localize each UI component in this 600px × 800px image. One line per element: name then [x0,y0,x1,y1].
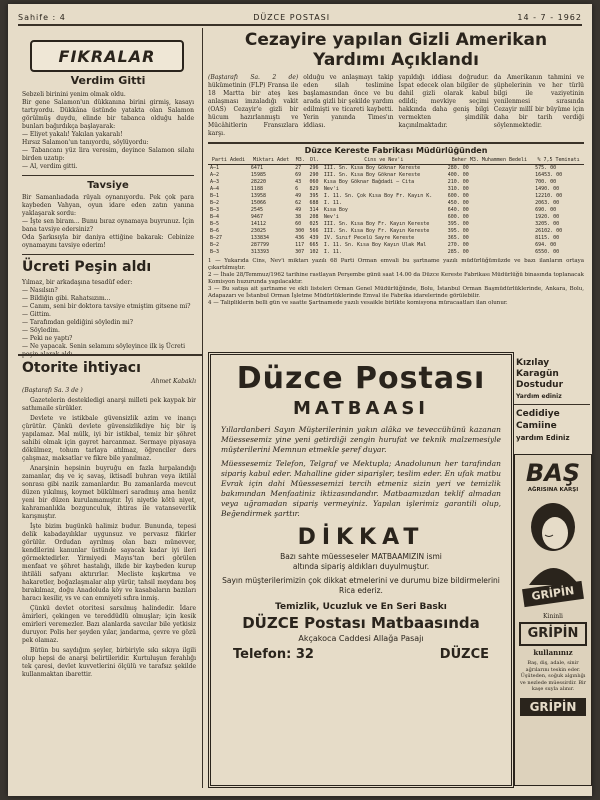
table-cell: 025 [309,221,319,227]
table-cell: 9467 [250,214,263,220]
table-cell: 060 [309,179,319,185]
table-cell: 15985 [250,172,266,178]
table-cell-value: 310. [447,186,460,192]
verdim-text [22,91,194,171]
otorite-title: Otorite ihtiyacı [22,360,141,376]
table-cell: B—2 [210,200,220,206]
paper-name: DÜZCE POSTASI [253,12,331,22]
verdim-line: — Eliyet yakalı! Yakılan yakaralı! [22,131,123,138]
table-cell: I. 11. Sn. Kısa Boy Kayın Ulak Mal [323,242,427,248]
table-cell: 14112 [250,221,266,227]
table-cell [446,221,533,228]
tavsiye-text [22,194,194,250]
kereste-notes [208,258,584,307]
phone-label: Telefon: [233,647,292,662]
tavsiye-line: Oda Şarkısıyla bir daniya ettiğine bakarak: Cebinize oynamayını tavsiye ederim! [22,234,194,249]
cezayir-col [208,74,298,138]
table-cell-value: 00 [462,235,469,241]
table-cell: 395 [309,193,319,199]
dikkat-line: Bazı sahte müesseseler MATBAAMIZIN ismi [280,552,442,561]
otorite-author: Ahmet Kabaklı [151,378,196,385]
kizilay-line: Karagün [516,369,559,379]
kizilay-line: Yardım ediniz [516,393,562,400]
table-cell [446,228,533,235]
dikkat-request: Sayın müşterilerimizin çok dikkat etmelerini ve durumu bize bildirmelerini Rica ederiz. [222,576,500,595]
table-cell: B—3 [210,207,220,213]
table-cell-value: 395. [447,221,460,227]
table-cell-value: 00 [462,214,469,220]
table-cell: 313393 [250,249,269,255]
table-cell-value: 400. [447,172,460,178]
kereste-notice [208,142,584,350]
table-cell [446,242,533,249]
table-cell: B—1 [210,193,220,199]
verdim-line: Sebzeli birinini yenim olmak oldu. [22,91,126,98]
table-cell: 49 [295,207,302,213]
table-cell: 6 [295,186,299,192]
table-cell: 102 [309,249,319,255]
table-cell: 296 [309,165,319,171]
table-cell: 27 [295,165,302,171]
table-cell: 287799 [250,242,269,248]
table-cell: 700. 00 [535,179,557,185]
table-header-row [208,157,584,165]
fikralar-title: FIKRALAR [58,46,156,66]
matbaa-slogan: Temizlik, Ucuzluk ve En Seri Baskı [275,602,447,612]
table-cell: Nev'i [323,186,339,192]
table-cell-value: 00 [462,242,469,248]
column-header: Miktarı Adet [249,157,293,165]
table-cell-value: 00 [462,207,469,213]
matbaa-address: Akçakoca Caddesi Allağa Pasajı [298,634,424,643]
table-cell: A—1 [210,165,220,171]
column-header: Parti Adedi [208,157,249,165]
table-cell: 208 [309,214,319,220]
table-cell: 314 [309,207,319,213]
cedidiye-ad [516,408,588,444]
table-cell: 290 [309,172,319,178]
table-cell: I. 11. [323,249,342,255]
cezayir-col: da Amerikanın tahmini ve şüphelerinin ve her türlü bilgi ile vaziyetinin yenilenmesi sırasında Cezayir millî bir büyüme için daha bir tarih verdiği söylenmektedir. [493,74,584,129]
otorite-paragraph: Devlete ve istikbale güvensizlik azim ve inançı çürütür. Çünkü devlete güvensizlikdiye hiç bir iş yapılamaz. Mal mülk, iyi bir istikbal, temiz bir şöhret sahibi olmak için gayret harcanmaz. Sermaye piyasaya dökülmez, tohum tarlaya atılmaz, öğrenciler ders çalışmaz, maksatlar ve fikre bile yanılmaz. [22,415,196,462]
gripin-bas: BAŞ [525,459,581,487]
column-header: % 7,5 Teminatı [533,157,584,165]
gripin-brand: GRİPİN [519,622,587,646]
cezayir-col: olduğu ve anlaşmayı takip eden silah teslimine başlamasından önce ve bu arada gizli bir şekilde yardım edilmişti ve ticareti kaybetti. Yerin yanında Times'ın iddiası. [303,74,394,129]
issue-date: 14 - 7 - 1962 [517,12,582,22]
gripin-ad [514,454,592,786]
column-rule [202,28,203,788]
table-row [208,186,584,193]
table-cell-value: 00 [462,165,469,171]
table-cell-value: 00 [462,172,469,178]
table-cell: A—3 [210,179,220,185]
table-cell: 2063. 00 [535,200,560,206]
table-cell-value: 270. [447,242,460,248]
table-cell [446,235,533,242]
table-cell: 1490. 00 [535,186,560,192]
cezayir-columns [208,74,584,138]
table-cell-value: 600. [447,214,460,220]
table-cell-value: 210. [447,179,460,185]
table-cell: 439 [309,235,319,241]
table-cell: B—3 [210,249,220,255]
table-cell: 8115. 00 [535,235,560,241]
divider [22,175,194,176]
table-cell: 566 [309,228,319,234]
cedidiye-line: yardım Ediniz [516,434,570,442]
table-row [208,179,584,186]
verdim-line: — Al, verdim gitti. [22,163,78,170]
gripin-kininli: Kininli [543,613,563,620]
table-cell: A—2 [210,172,220,178]
otorite-paragraph: Gazetelerin destekledigi anarşi milleti pek kaypak bir sathımaile sürükler. [22,397,196,412]
fikralar-box [30,40,184,72]
cedidiye-line: Cedidiye [516,409,560,419]
table-cell: 1920. 00 [535,214,560,220]
verdim-title: Verdim Gitti [70,74,146,87]
table-cell: 3205. 00 [535,221,560,227]
table-cell: 575. 00 [535,165,557,171]
table-row [208,249,584,256]
table-cell-value: 00 [462,193,469,199]
kereste-note: 2 — İhale 28/Temmuz/1962 tarihine rastlayan Perşembe günü saat 14.00 da Düzce Kereste Fabrikası Müdürlüğü binasında toplanacak Komisyon huzurunda yapılacaktır. [208,272,584,285]
ucret-title: Ücreti Peşin aldı [22,259,152,275]
table-cell-value: 640. [447,207,460,213]
matbaa-ad [208,352,514,788]
table-cell: 12210. 00 [535,193,563,199]
table-row [208,172,584,179]
table-cell: 43 [295,179,302,185]
ucret-line: — Peki ne yaptı? [22,335,73,342]
table-cell-value: 00 [462,200,469,206]
table-cell: 15066 [250,200,266,206]
gripin-kullan: kullanınız [533,648,573,657]
table-cell: IV. Sınıf Pecelü Sayre Kereste [323,235,415,241]
table-cell-value: 00 [462,249,469,255]
table-cell [446,207,533,214]
table-cell: III. Sn. Kısa Boy Fr. Kayın Kereste [323,221,430,227]
dikkat-heading: DİKKAT [297,525,425,550]
table-cell: 69 [295,172,302,178]
table-cell [446,179,533,186]
verdim-line: Hırsız Salamon'un tanıyordu, söylüyordu: [22,139,149,146]
table-cell: 26102. 00 [535,228,563,234]
table-cell: 38 [295,214,302,220]
table-cell-value: 285. [447,249,460,255]
kizilay-line: Kızılay [516,358,550,368]
table-cell-value: 00 [462,228,469,234]
column-header: M3. [293,157,307,165]
ucret-line: — Canım, seni bir doktora tavsiye etmiştim gitsene mi? [22,303,191,310]
table-row [208,200,584,207]
table-cell [446,193,533,200]
page-number: Sahife : 4 [18,12,66,22]
newspaper-page [8,4,592,796]
table-cell-value: 600. [447,193,460,199]
table-cell [446,200,533,207]
cezayir-title-1: Cezayire yapılan Gizli Amerikan [244,30,548,50]
table-row [208,207,584,214]
kereste-title: Düzce Kereste Fabrikası Müdürlüğünden [304,146,488,155]
table-cell: 13958 [250,193,266,199]
ucret-line: — Nasılsın? [22,287,58,294]
page-header [18,10,582,26]
divider [514,404,590,405]
kereste-note: 1 — Yukarıda Cins, Nev'i miktarı yazılı 68 Parti Orman emvali bu şartname yazılı müdürlüğümüzde ve bazı ilanların ortaya çıkartılmıştır. [208,258,584,271]
ucret-line: — Tarafımdan geldiğini söyledin mi? [22,319,133,326]
table-cell: 23025 [250,228,266,234]
table-cell-value: 00 [462,221,469,227]
column-header: Beher M3. Muhammen Bedeli [446,157,533,165]
gripin-agri: AĞRISINA KARŞI [527,487,579,493]
table-cell: 1188 [250,186,263,192]
dikkat-text [211,552,511,572]
kereste-note: 4 — Talipliklerin belli gün ve saatte Şartnamede yazılı vesaikle birlikte komisyona müracaatları ilan olunur. [208,300,508,306]
table-cell [446,249,533,256]
table-cell: Kısa Boy [323,207,348,213]
table-cell: 690. 00 [535,207,557,213]
table-cell: B—5 [210,221,220,227]
cezayir-article [208,30,584,138]
table-cell: Nev'i [323,214,339,220]
table-cell [446,214,533,221]
section-divider [18,354,202,356]
table-cell-value: 365. [447,235,460,241]
table-cell: 28220 [250,179,266,185]
table-cell: 436 [295,235,305,241]
table-cell [446,165,533,173]
ucret-line: Yılmaz, bir arkadaşına tesadüf eder: [22,279,133,286]
table-cell: 60 [295,221,302,227]
table-cell-value: 00 [462,186,469,192]
gripin-info: Baş, diş, adale, sinir ağrılarını teskin eder. Üşüteden, soğuk algınlığı ve nezlede müessirdir. Bir kaşe suyla alınır. [519,660,587,692]
kizilay-line: Dostudur [516,380,564,390]
matbaa-contact [211,643,511,662]
cezayir-lead: (Baştarafı Sa. 2 de) [208,74,299,81]
city-name: DÜZCE [439,647,489,662]
column-header: Cins ve Nev'i [322,157,446,165]
ucret-line: — Gittim. [22,311,51,318]
ucret-line: — Bildiğin gibi. Rahatsızım... [22,295,111,302]
table-cell: 694. 00 [535,242,557,248]
gripin-pack: GRİPİN [522,581,584,607]
table-cell: 117 [295,242,305,248]
kereste-note: 3 — Bu satışa ait şartname ve ekli listeleri Orman Genel Müdürlüğünde, Bolu, İstanbul Orman Başmüdürlüklerinde, Ankara, Bolu, Adapazarı ve İstanbul Orman İşletme Müdürlüklerinde Emval ile Fabrika idarelerinde görülebilir. [208,286,584,299]
table-cell: 307 [295,249,305,255]
table-cell-value: 395. [447,228,460,234]
table-cell: B—6 [210,228,220,234]
table-row [208,242,584,249]
kereste-table [208,157,584,256]
fikralar-column [22,72,194,359]
table-cell: III. Sn. Kısa Boy Göknar Kereste [323,172,421,178]
otorite-paragraph: İşte bizim bugünkü halimiz budur. Bununda, tepesi delik kabadayılıklar uygunsuz ve pervasız fikirler görülür. Ordudan ayrılmış olan bazı münevver, kendilerini kanunlar üstünde sayacak kadar iyi ileri görmektedirler. Yirmiyedi Mayıs'tan beri görülen menfaat ve şöhret hastalığı, ilkde bir kaybeden kurup ihtilâli safyanı aktırırlar. Mecliste kışkırtma ve hakaretler, boğazlaşmalar alıp yürür, tahsil meydanı boş bırakılmaz, doğu Anadoluda köy ve kasabaların bazıları haracı kesilir, vs ve can emniyeti sıfıra inmiş. [22,523,196,602]
table-cell: I. 11. Sn. Çok Kısa Boy Fr. Kayın K. [323,193,433,199]
table-cell-value: 450. [447,200,460,206]
table-cell: B—27 [210,235,223,241]
table-row [208,228,584,235]
matbaa-subtitle: MATBAASI [293,398,429,419]
table-row [208,235,584,242]
table-cell: III. Sn. Kısa Boy Göknar Kereste [323,165,421,171]
table-cell [446,172,533,179]
table-cell-value: 00 [462,179,469,185]
otorite-paragraph: Bütün bu saydığım şeyler, birbiriyle sıkı sıkıya ilgili olup hepsi de anarşi belirtileridir. Kurtuluşun ferahlığı tek çaresi, devlet kuvvetlerini ölçülü ve tarafsız şekilde kullanmaktan ibarettir. [22,647,196,678]
matbaa-title: Düzce Postası [236,361,486,396]
table-cell: 829 [309,186,319,192]
phone-number: 32 [295,647,314,662]
table-cell: 300 [295,228,305,234]
otorite-lead: (Baştarafı Sa. 3 de ) [22,387,83,394]
table-cell: B—4 [210,214,220,220]
table-cell: 62 [295,200,302,206]
table-cell: 16453. 00 [535,172,563,178]
table-cell: Kısa Boy Göknar Bağdadi — Cita [323,179,415,185]
table-row [208,214,584,221]
otorite-paragraph: Çünkü devlet otoritesi sarsılmış halindedir. İdare âmirleri, çekingen ve tereddüdlü olmuşlar; için kesik emirleri veremezler. Bazı alanlarda savcılar bile yetkisiz duruyor. Polis her şeyden yılar, jandarma, çevre ve gözü pek olamaz. [22,605,196,644]
column-header: Dl. [308,157,322,165]
cezayir-col: yapıldığı iddiası doğrudur. İspat edecek olan bilgiler de dahil gizli olarak kabul edildi; mevkiye seçimi hakkında daha geniş bilgi vermekten şimdilik kaçınılmaktadır. [398,74,489,129]
cedidiye-line: Camiine [516,421,557,431]
table-cell: I. 11. [323,200,342,206]
table-cell: 49 [295,193,302,199]
table-cell [446,186,533,193]
woman-illustration [515,495,591,585]
ucret-line: — Ne yapacak. Senin selamını söyleyince ilk iş Ücreti [22,343,186,350]
kizilay-ad [516,358,588,400]
tavsiye-line: — İşte sen biram... Bunu bıraz oynamaya buyrunuz. İçin bana tavsiye edersiniz? [22,218,194,233]
kereste-table-body [208,165,584,257]
otorite-paragraph: Anarşinin hepsinin buyruğu en fazla hırpalandığı zamanlar, dış ve iç savaş, iktisadî buhran veya iktilâl sonrası gibi nazik zamanlardır. Bu zamanlarda mevcut düzen yıkılmış, koymet bükülmeri saradmış ama henüz yeni bir düzen kurulamamıştır. İyi niyetle kötü niyet, kahramanlıkla bozgunculuk, ihtiras ile vatanseverlik karışmıştır. [22,465,196,520]
cezayir-title-2: Yardımı Açıklandı [313,50,479,70]
table-cell: 2545 [250,207,263,213]
table-cell-value: 280. [447,165,460,171]
divider [22,254,194,255]
matbaa-body-2: Müessesemiz Telefon, Telgraf ve Mektupla; Anadolunun her tarafından sipariş kabul eder. Mahalline gider siparişler, teslim eder. En ufak matbu Evrak için dahi Müessesemizi tercih etmeniz sizin yeri ve temizlik bakımından Menfaatiniz iktizasındandır. Matbaamızdan teklif almadan veya uğramadan sipariş vermeyiniz. Yapılan işlerimiz garantili olup, Beğendirmek şarttır. [221,459,501,518]
table-row [208,221,584,228]
otorite-article [22,360,196,679]
table-cell: 665 [309,242,319,248]
table-row [208,165,584,173]
table-cell: 6550. 00 [535,249,560,255]
ucret-line: — Söyledim. [22,327,60,334]
table-cell: 688 [309,200,319,206]
gripin-box: GRİPİN [520,698,586,716]
matbaa-slogan-2: DÜZCE Postası Matbaasında [242,614,480,632]
table-cell: B—2 [210,242,220,248]
verdim-line: Bir gene Salamon'un dükkanına birini girmiş, kasayı tartıyordu. Dükkâna üstünde yatakta olan Salamon görülmüş duydu, elinde bir tabanca olduğu halde bunları bağırdıkça başlayarak: [22,99,194,130]
tavsiye-line: Bir Samanlıadada rüyalı oynanıyordu. Pek çok para kaybeden Vahyan, oyun idare eden zatın yanına yaklaşarak sordu: [22,194,194,217]
table-cell: III. Sn. Kısa Boy Fr. Kayın Kereste [323,228,430,234]
dikkat-line: altında sipariş aldıkları duyulmuştur. [292,562,430,571]
cezayir-text: hükümetinin (FLP) Fransa ile 18 Martta bir ateş kes anlaşması imzaladığı vakit (OAS) Cezayir'e gizli bir hücum hazırlanmıştı ve Mücâhitlerin Fransızlara karşı. [208,82,299,137]
table-cell: 6471 [250,165,263,171]
matbaa-body: Yıllardanberi Sayın Müşterilerinin yakın alâka ve teveccühünü kazanan Müessesemiz yine yeni getirdiği zengin hurufat ve teknik malzemesiyle müşterilerini Memnun etmekle şeref duyar. [221,425,501,454]
table-cell: A—4 [210,186,220,192]
verdim-line: — Tabancanı yüz lira veresim, deyince Salamon silahı birden uzatıp: [22,147,194,162]
phone-group [233,647,314,662]
table-row [208,193,584,200]
ucret-text [22,279,194,359]
tavsiye-title: Tavsiye [87,180,129,191]
table-cell: 133834 [250,235,269,241]
